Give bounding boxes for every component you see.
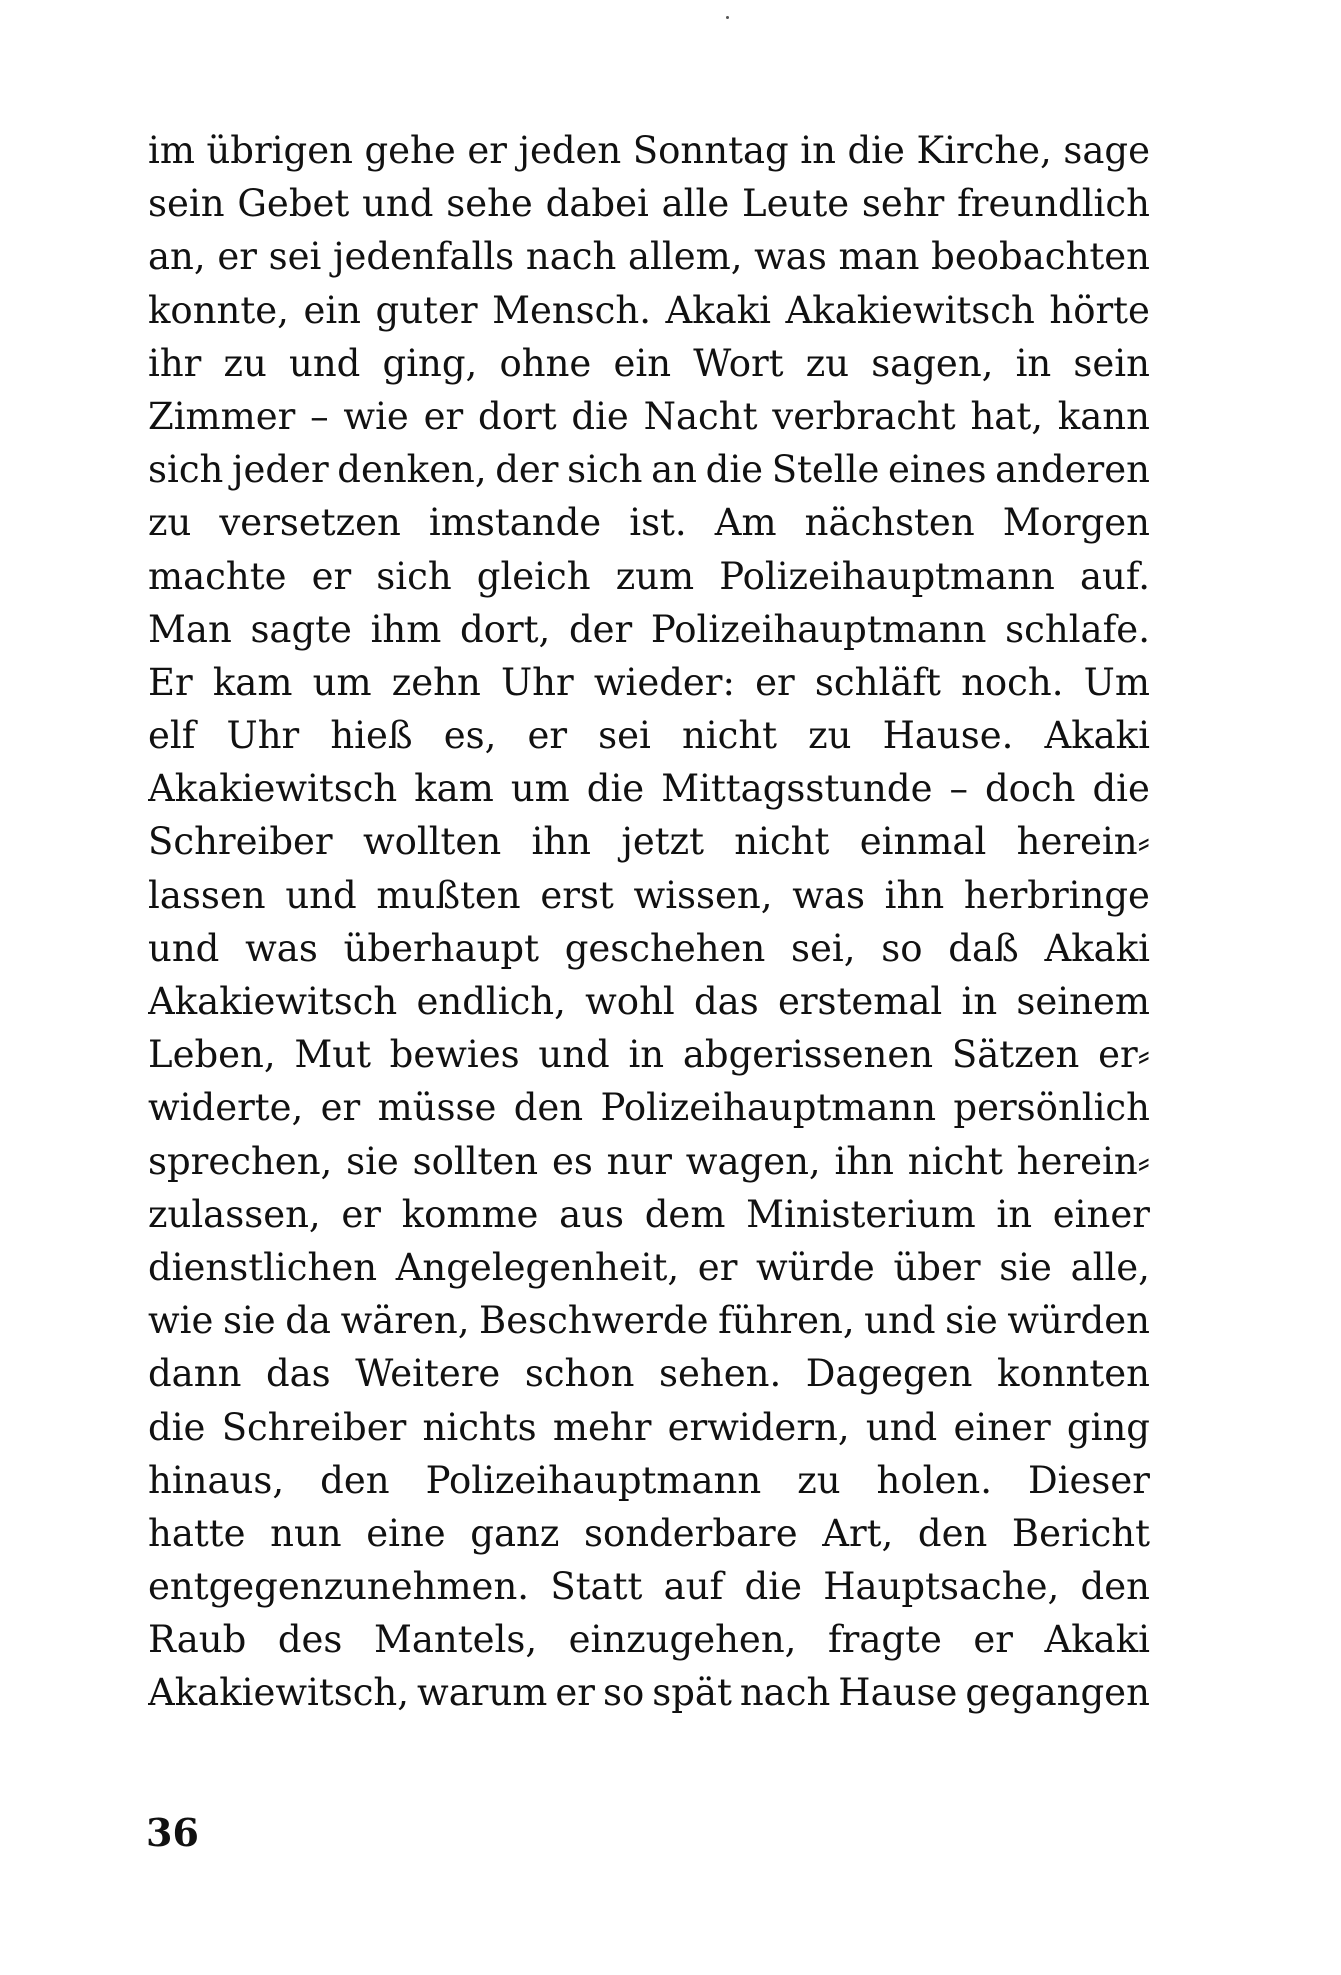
text-word: guter bbox=[375, 288, 478, 332]
text-word: ging bbox=[1066, 1405, 1150, 1449]
text-word: in bbox=[1015, 341, 1052, 385]
text-word: sonderbare bbox=[583, 1511, 798, 1555]
text-word: Morgen bbox=[1002, 501, 1150, 545]
text-word: im bbox=[148, 129, 195, 172]
text-word: hörte bbox=[1049, 288, 1150, 332]
text-line bbox=[148, 1135, 1150, 1188]
text-word: Akaki bbox=[665, 288, 771, 332]
text-word: die bbox=[148, 1405, 206, 1449]
text-word: sei bbox=[598, 714, 651, 758]
text-word: allem, bbox=[627, 235, 743, 279]
text-line bbox=[148, 1613, 1150, 1666]
text-word: überhaupt bbox=[343, 926, 539, 970]
text-word: den bbox=[1080, 1565, 1150, 1609]
text-word: Statt bbox=[550, 1565, 643, 1609]
text-word: das bbox=[265, 1352, 331, 1396]
text-word: und bbox=[865, 1405, 938, 1449]
text-word: dann bbox=[148, 1352, 242, 1396]
text-word: Man bbox=[148, 607, 232, 651]
text-line bbox=[148, 443, 1150, 496]
text-word: einzugehen, bbox=[568, 1618, 797, 1662]
text-line bbox=[148, 1241, 1150, 1294]
text-word: erst bbox=[540, 873, 614, 917]
text-word: spät bbox=[652, 1671, 732, 1715]
text-word: Uhr bbox=[226, 714, 300, 758]
text-line bbox=[148, 1028, 1150, 1081]
text-word: jetzt bbox=[621, 820, 704, 864]
text-word: komme bbox=[401, 1192, 539, 1236]
text-line bbox=[148, 390, 1150, 443]
text-line bbox=[148, 815, 1150, 868]
text-word: und bbox=[289, 341, 361, 385]
text-word: Dieser bbox=[1027, 1458, 1150, 1502]
text-word: Angelegenheit, bbox=[395, 1245, 680, 1289]
text-word: die bbox=[744, 1565, 802, 1609]
text-word: es bbox=[551, 1139, 593, 1183]
text-word: er bbox=[320, 1086, 361, 1130]
text-word: holen. bbox=[876, 1458, 992, 1502]
text-word: nur bbox=[606, 1139, 672, 1183]
text-word: ist. bbox=[629, 501, 687, 545]
text-word: schon bbox=[524, 1352, 635, 1396]
text-word: nach bbox=[739, 1671, 831, 1715]
text-word: ging, bbox=[382, 341, 478, 385]
text-word: die bbox=[571, 394, 629, 438]
text-line bbox=[148, 656, 1150, 709]
text-word: Schreiber bbox=[148, 820, 333, 864]
text-word: Leute bbox=[742, 182, 850, 226]
text-word: Nacht bbox=[643, 394, 758, 438]
text-word: abgerissenen bbox=[682, 1033, 934, 1077]
text-line bbox=[148, 124, 1150, 177]
text-word: gleich bbox=[476, 554, 591, 598]
text-word: was bbox=[245, 926, 318, 970]
text-word: auf bbox=[663, 1565, 724, 1609]
text-word: in bbox=[996, 1192, 1033, 1236]
text-word: aus bbox=[559, 1192, 625, 1236]
text-word: was bbox=[754, 235, 827, 279]
text-word: Sätzen bbox=[951, 1033, 1080, 1077]
text-word: versetzen bbox=[219, 501, 401, 545]
text-word: – bbox=[310, 394, 329, 438]
text-word: Akaki bbox=[1044, 714, 1150, 758]
text-word: ihm bbox=[370, 607, 442, 651]
text-word: sie bbox=[222, 1299, 276, 1343]
text-word: Mantels, bbox=[373, 1618, 538, 1662]
text-word: Polizeihauptmann bbox=[719, 554, 1055, 598]
text-word: Kirche, bbox=[916, 129, 1052, 172]
text-word: Akaki bbox=[1044, 1618, 1150, 1662]
text-word: Sonntag bbox=[632, 129, 789, 172]
text-word: herbringe bbox=[963, 873, 1150, 917]
text-word: er bbox=[527, 714, 568, 758]
text-word: mehr bbox=[552, 1405, 652, 1449]
text-word: herein⸗ bbox=[1016, 1139, 1150, 1183]
text-word: sich bbox=[148, 448, 224, 492]
text-word: er bbox=[755, 660, 795, 704]
text-word: übrigen bbox=[206, 129, 353, 172]
text-word: Leben, bbox=[148, 1033, 276, 1077]
text-word: wollten bbox=[362, 820, 502, 864]
text-word: er bbox=[423, 394, 464, 438]
text-word: Mensch. bbox=[492, 288, 651, 332]
text-word: wagen, bbox=[685, 1139, 821, 1183]
text-word: Art, bbox=[822, 1511, 894, 1555]
text-word: sich bbox=[567, 448, 643, 492]
text-word: sich bbox=[376, 554, 452, 598]
text-word: auf. bbox=[1079, 554, 1150, 598]
text-word: hatte bbox=[148, 1511, 246, 1555]
text-word: sei bbox=[268, 235, 322, 279]
text-word: beobachten bbox=[931, 235, 1150, 279]
text-word: man bbox=[838, 235, 920, 279]
text-word: schläft bbox=[814, 660, 941, 704]
text-word: dort bbox=[478, 394, 557, 438]
text-line bbox=[148, 1666, 1150, 1719]
text-word: er bbox=[467, 129, 507, 172]
text-word: würde bbox=[756, 1245, 875, 1289]
text-word: alle bbox=[661, 182, 730, 226]
text-word: der bbox=[568, 607, 633, 651]
text-word: sage bbox=[1063, 129, 1150, 172]
text-line bbox=[148, 603, 1150, 656]
text-line bbox=[148, 337, 1150, 390]
text-word: das bbox=[693, 980, 759, 1023]
text-word: sehe bbox=[446, 182, 533, 226]
text-word: persönlich bbox=[953, 1086, 1150, 1130]
text-word: nicht bbox=[681, 714, 778, 758]
text-word: erwidern, bbox=[667, 1405, 850, 1449]
text-word: entgegenzunehmen. bbox=[148, 1565, 530, 1609]
text-word: kann bbox=[1057, 394, 1150, 438]
text-word: würden bbox=[1007, 1299, 1150, 1343]
text-word: er bbox=[217, 235, 257, 279]
text-word: eines bbox=[888, 448, 987, 492]
text-word: Polizeihauptmann bbox=[600, 1086, 937, 1130]
text-line bbox=[148, 177, 1150, 230]
text-word: ihn bbox=[884, 873, 945, 917]
text-word: widerte, bbox=[148, 1086, 304, 1130]
text-word: den bbox=[513, 1086, 584, 1130]
text-word: erstemal bbox=[777, 980, 943, 1023]
text-word: doch bbox=[984, 767, 1076, 811]
text-word: um bbox=[510, 767, 570, 811]
text-word: konnten bbox=[997, 1352, 1150, 1396]
text-word: dabei bbox=[545, 182, 649, 226]
text-word: sollten bbox=[412, 1139, 539, 1183]
text-word: ein bbox=[303, 288, 361, 332]
text-word: hieß bbox=[330, 714, 413, 758]
text-word: sei, bbox=[791, 926, 856, 970]
text-word: machte bbox=[148, 554, 287, 598]
text-word: sagen, bbox=[871, 341, 994, 385]
text-word: daß bbox=[948, 926, 1019, 970]
text-word: Bericht bbox=[1011, 1511, 1150, 1555]
text-word: sie bbox=[346, 1139, 399, 1183]
text-line bbox=[148, 922, 1150, 975]
text-word: alle, bbox=[1070, 1245, 1150, 1289]
text-word: Stelle bbox=[771, 448, 880, 492]
text-word: einmal bbox=[859, 820, 987, 864]
text-word: dem bbox=[644, 1192, 726, 1236]
text-word: Raub bbox=[148, 1618, 247, 1662]
text-word: Am bbox=[714, 501, 777, 545]
text-word: Polizeihauptmann bbox=[650, 607, 987, 651]
text-word: wohl bbox=[585, 980, 675, 1023]
text-word: zulassen, bbox=[148, 1192, 321, 1236]
text-line bbox=[148, 762, 1150, 815]
text-word: sehr bbox=[861, 182, 945, 226]
text-word: noch. bbox=[961, 660, 1064, 704]
text-word: der bbox=[495, 448, 559, 492]
text-word: so bbox=[602, 1671, 645, 1715]
text-word: was bbox=[792, 873, 865, 917]
text-word: wie bbox=[148, 1299, 214, 1343]
text-word: einer bbox=[953, 1405, 1051, 1449]
text-word: nicht bbox=[734, 820, 830, 864]
text-word: und bbox=[148, 926, 220, 970]
text-word: anderen bbox=[995, 448, 1150, 492]
text-word: ein bbox=[613, 341, 672, 385]
text-word: ihn bbox=[834, 1139, 894, 1183]
text-word: er bbox=[555, 1671, 595, 1715]
body-text bbox=[148, 124, 1150, 1720]
text-word: elf bbox=[148, 714, 196, 758]
text-word: nichts bbox=[422, 1405, 537, 1449]
text-line bbox=[148, 496, 1150, 549]
text-word: Uhr bbox=[500, 660, 574, 704]
text-word: jeder bbox=[232, 448, 329, 492]
text-word: zu bbox=[148, 501, 192, 545]
text-word: sein bbox=[1073, 341, 1150, 385]
text-word: Akakiewitsch bbox=[148, 980, 398, 1023]
text-word: sein bbox=[148, 182, 225, 226]
text-line bbox=[148, 1507, 1150, 1560]
text-word: ganz bbox=[470, 1511, 560, 1555]
text-word: Beschwerde bbox=[479, 1299, 709, 1343]
text-word: nun bbox=[270, 1511, 342, 1555]
text-word: wären, bbox=[340, 1299, 470, 1343]
text-word: dienstlichen bbox=[148, 1245, 378, 1289]
text-word: die bbox=[586, 767, 645, 811]
text-word: gehe bbox=[364, 129, 456, 172]
text-word: wie bbox=[343, 394, 409, 438]
text-word: zu bbox=[808, 714, 852, 758]
text-word: gegangen bbox=[965, 1671, 1150, 1715]
text-word: nach bbox=[525, 235, 617, 279]
text-word: Zimmer bbox=[148, 394, 296, 438]
text-word: kam bbox=[212, 660, 293, 704]
text-word: jedenfalls bbox=[332, 235, 515, 279]
text-word: denken, bbox=[337, 448, 487, 492]
text-word: Schreiber bbox=[221, 1405, 407, 1449]
text-word: er bbox=[697, 1245, 738, 1289]
text-word: fragte bbox=[827, 1618, 942, 1662]
text-word: Dagegen bbox=[805, 1352, 973, 1396]
text-word: Mittagsstunde bbox=[661, 767, 933, 811]
text-word: über bbox=[893, 1245, 981, 1289]
text-word: es, bbox=[443, 714, 497, 758]
text-word: zehn bbox=[391, 660, 481, 704]
text-word: führen, bbox=[718, 1299, 855, 1343]
text-word: den bbox=[320, 1458, 390, 1502]
text-word: dort, bbox=[460, 607, 551, 651]
text-word: Wort bbox=[693, 341, 784, 385]
text-line bbox=[148, 284, 1150, 337]
text-word: Hause bbox=[838, 1671, 958, 1715]
text-line bbox=[148, 709, 1150, 762]
text-word: Um bbox=[1083, 660, 1150, 704]
text-word: und bbox=[864, 1299, 936, 1343]
text-word: zu bbox=[223, 341, 267, 385]
text-word: und bbox=[538, 1033, 610, 1077]
text-word: endlich, bbox=[416, 980, 566, 1023]
text-word: zum bbox=[615, 554, 695, 598]
text-word: Ministerium bbox=[746, 1192, 976, 1236]
text-word: in bbox=[961, 980, 998, 1023]
text-word: an bbox=[651, 448, 698, 492]
text-word: da bbox=[285, 1299, 331, 1343]
text-word: ihn bbox=[531, 820, 591, 864]
text-word: Gebet bbox=[237, 182, 350, 226]
text-word: er⸗ bbox=[1098, 1033, 1150, 1077]
text-word: die bbox=[705, 448, 764, 492]
text-line bbox=[148, 230, 1150, 283]
text-word: zu bbox=[797, 1458, 841, 1502]
text-word: in bbox=[628, 1033, 665, 1077]
text-word: einer bbox=[1052, 1192, 1150, 1236]
text-word: an, bbox=[148, 235, 206, 279]
text-line bbox=[148, 1560, 1150, 1613]
text-word: schlafe. bbox=[1005, 607, 1150, 651]
text-line bbox=[148, 550, 1150, 603]
text-word: er bbox=[341, 1192, 381, 1236]
text-word: sie bbox=[999, 1245, 1052, 1289]
text-word: imstande bbox=[428, 501, 602, 545]
text-word: Er bbox=[148, 660, 193, 704]
text-line bbox=[148, 1294, 1150, 1347]
text-word: nächsten bbox=[804, 501, 975, 545]
text-word: seinem bbox=[1016, 980, 1150, 1023]
text-word: Weitere bbox=[355, 1352, 501, 1396]
text-word: sprechen, bbox=[148, 1139, 333, 1183]
text-word: so bbox=[881, 926, 923, 970]
text-word: er bbox=[973, 1618, 1013, 1662]
text-word: und bbox=[362, 182, 434, 226]
text-word: jeden bbox=[518, 129, 622, 172]
text-word: Akakiewitsch bbox=[148, 767, 398, 811]
text-word: bewies bbox=[389, 1033, 520, 1077]
text-word: ohne bbox=[499, 341, 592, 385]
text-word: eine bbox=[366, 1511, 446, 1555]
text-word: die bbox=[847, 129, 905, 172]
text-word: freundlich bbox=[957, 182, 1150, 226]
text-line bbox=[148, 869, 1150, 922]
text-word: nicht bbox=[907, 1139, 1003, 1183]
text-line bbox=[148, 1081, 1150, 1134]
text-word: um bbox=[312, 660, 372, 704]
text-word: und bbox=[285, 873, 357, 917]
text-word: hat, bbox=[970, 394, 1043, 438]
text-word: Mut bbox=[294, 1033, 371, 1077]
text-word: herein⸗ bbox=[1016, 820, 1150, 864]
text-word: den bbox=[917, 1511, 988, 1555]
text-word: sehen. bbox=[659, 1352, 782, 1396]
text-word: sagte bbox=[250, 607, 352, 651]
text-word: Hauptsache, bbox=[823, 1565, 1060, 1609]
text-word: Akaki bbox=[1044, 926, 1150, 970]
text-word: hinaus, bbox=[148, 1458, 285, 1502]
text-word: konnte, bbox=[148, 288, 289, 332]
text-word: in bbox=[800, 129, 836, 172]
text-word: des bbox=[277, 1618, 343, 1662]
text-word: müsse bbox=[377, 1086, 497, 1130]
text-word: lassen bbox=[148, 873, 266, 917]
text-line bbox=[148, 1188, 1150, 1241]
text-word: wissen, bbox=[633, 873, 773, 917]
text-word: verbracht bbox=[772, 394, 956, 438]
text-line bbox=[148, 975, 1150, 1028]
text-word: kam bbox=[414, 767, 494, 811]
text-line bbox=[148, 1454, 1150, 1507]
text-word: zu bbox=[805, 341, 850, 385]
text-word: sie bbox=[945, 1299, 998, 1343]
text-word: Polizeihauptmann bbox=[425, 1458, 762, 1502]
text-word: ihr bbox=[148, 341, 202, 385]
text-word: Hause. bbox=[882, 714, 1014, 758]
text-word: Akakiewitsch, bbox=[148, 1671, 410, 1715]
text-word: warum bbox=[417, 1671, 548, 1715]
text-word: wieder: bbox=[593, 660, 735, 704]
text-word: geschehen bbox=[564, 926, 766, 970]
text-word: mußten bbox=[376, 873, 521, 917]
text-word: er bbox=[311, 554, 352, 598]
page-number: 36 bbox=[146, 1810, 199, 1855]
text-word: die bbox=[1092, 767, 1150, 811]
print-speck bbox=[726, 16, 729, 19]
text-word: – bbox=[949, 767, 968, 811]
text-word: Akakiewitsch bbox=[785, 288, 1035, 332]
text-line bbox=[148, 1347, 1150, 1400]
text-line bbox=[148, 1401, 1150, 1454]
